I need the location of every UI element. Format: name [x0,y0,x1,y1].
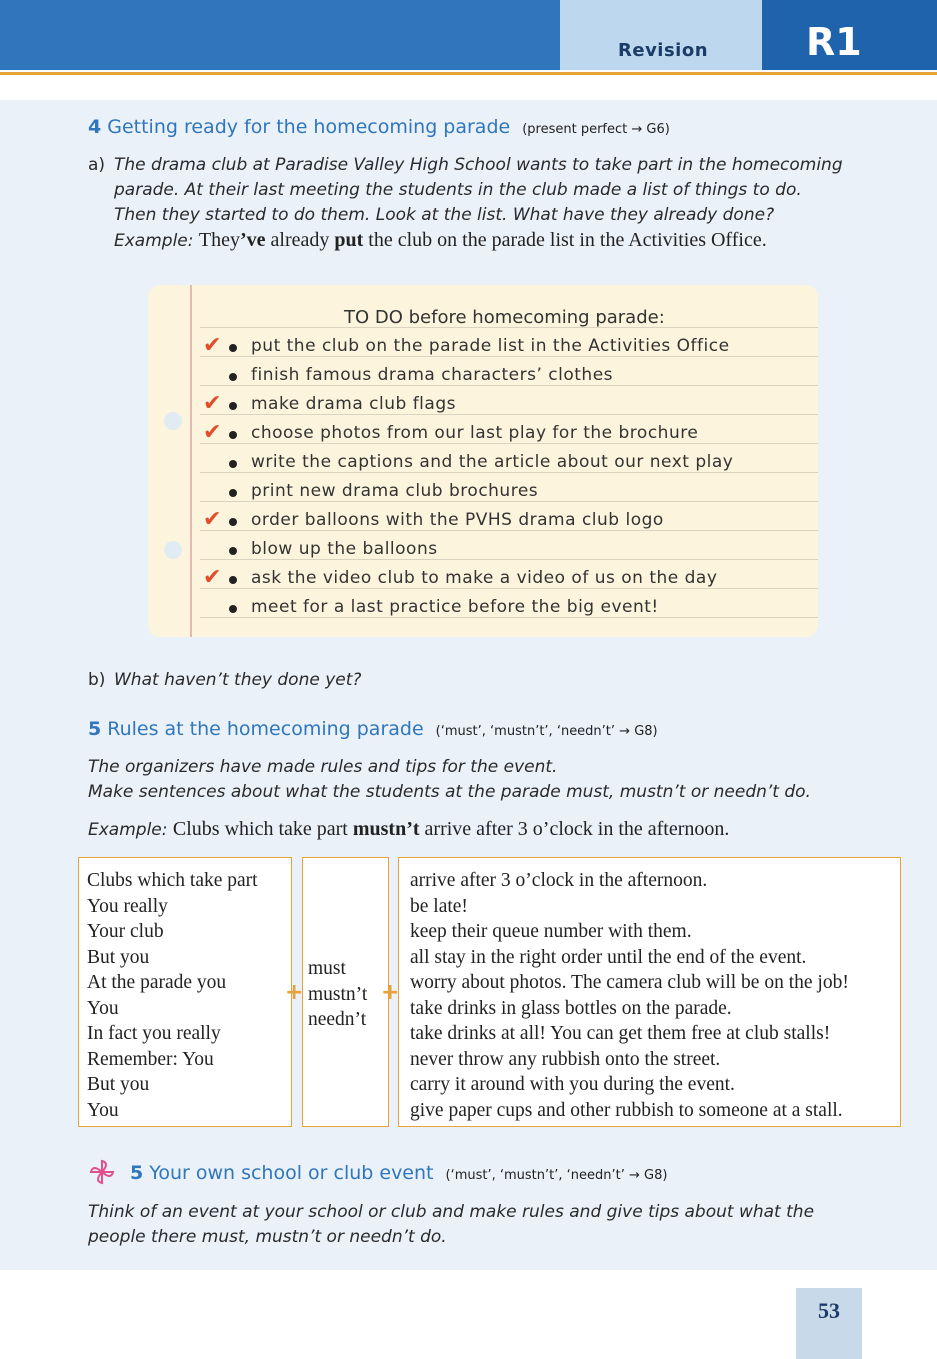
plus-sign: + [381,980,400,1005]
endings-column [398,857,901,1127]
todo-item-text: choose photos from our last play for the brochure [251,423,699,443]
plus-sign: + [285,980,304,1005]
instruction-line: Think of an event at your school or club and make rules and give tips about what the [88,1202,815,1222]
subjects-column [78,857,292,1127]
example-sentence [199,229,767,251]
example-text: Clubs which take part [172,818,353,840]
instruction-line: Make sentences about what the students at the parade must, mustn’t or needn’t do. [88,782,811,802]
part-a-instructions [114,153,874,254]
exercise-5-title [88,718,658,740]
table-subject: You [87,997,119,1019]
example-text: the club on the parade list in the Activities Office. [363,229,767,251]
exercise-5-own-event-title [130,1162,667,1184]
notebook-rule [200,559,818,560]
checkmark-icon: ✔ [203,565,222,590]
instruction-line: The organizers have made rules and tips for the event. [88,757,558,777]
todo-item-text: finish famous drama characters’ clothes [251,365,614,385]
notebook-rule [200,588,818,589]
part-a-label: a) [88,155,106,175]
exercise-4-title [88,116,670,138]
example-bold: put [334,229,364,251]
todo-item-text: write the captions and the article about our next play [251,452,734,472]
modals-column [302,857,389,1127]
exercise-number: 4 [88,116,102,138]
bullet-icon [229,460,237,468]
example-sentence [173,818,730,840]
notebook-rule [200,356,818,357]
bullet-icon [229,518,237,526]
example-text: They [198,229,240,251]
grammar-reference: (‘must’, ‘mustn’t’, ‘needn’t’ → G8) [435,724,658,739]
notebook-margin-line [190,285,192,637]
table-ending: be late! [410,895,468,917]
table-ending: carry it around with you during the event. [410,1074,735,1095]
bullet-icon [229,344,237,352]
table-subject: At the parade you [87,972,227,993]
example-label: Example: [88,820,168,840]
exercise-title-text: Your own school or club event [149,1162,434,1184]
example-label: Example: [114,231,194,251]
bullet-icon [229,373,237,381]
example-line [114,228,874,254]
bullet-icon [229,431,237,439]
checkmark-icon: ✔ [203,420,222,445]
instruction-line: people there must, mustn’t or needn’t do. [88,1227,447,1247]
table-ending: worry about photos. The camera club will be on the job! [410,972,849,993]
table-modal: needn’t [308,1009,367,1030]
example-bold: ’ve [239,229,266,251]
exercise-5-example [88,817,729,843]
table-subject: Remember: You [87,1048,214,1070]
header-blue-bar [0,0,560,70]
notebook-hole [164,412,182,430]
todo-notebook [148,285,818,637]
todo-item-text: ask the video club to make a video of us on the day [251,568,718,588]
exercise-title-text: Getting ready for the homecoming parade [107,116,511,138]
example-text: already [265,229,335,251]
section-label: Revision [618,40,709,61]
exercise-title-text: Rules at the homecoming parade [107,718,424,740]
table-modal: mustn’t [308,983,368,1005]
part-b-question: What haven’t they done yet? [114,670,362,690]
instruction-line: parade. At their last meeting the students in the club made a list of things to do. [114,180,802,200]
bullet-icon [229,605,237,613]
table-subject: Clubs which take part [87,870,258,891]
table-ending: keep their queue number with them. [410,921,692,942]
bullet-icon [229,547,237,555]
example-bold: mustn’t [352,818,420,840]
grammar-reference: (‘must’, ‘mustn’t’, ‘needn’t’ → G8) [445,1168,668,1183]
table-ending: arrive after 3 o’clock in the afternoon. [410,870,708,891]
checkmark-icon: ✔ [203,507,222,532]
todo-title: TO DO before homecoming parade: [344,307,665,328]
exercise-5-instructions [88,755,888,805]
todo-item-text: meet for a last practice before the big event! [251,597,659,617]
table-ending: take drinks at all! You can get them free at club stalls! [410,1023,831,1044]
grammar-reference: (present perfect → G6) [522,122,670,137]
page-header [0,0,937,80]
exercise-number: 5 [130,1162,144,1184]
exercise-5-own-event-instructions [88,1200,888,1250]
todo-item-text: print new drama club brochures [251,481,539,501]
bullet-icon [229,402,237,410]
checkmark-icon: ✔ [203,333,222,358]
table-ending: give paper cups and other rubbish to someone at a stall. [410,1099,843,1121]
table-ending: take drinks in glass bottles on the parade. [410,997,732,1019]
header-orange-line [0,72,937,75]
table-subject: But you [87,946,150,968]
part-b-label: b) [88,670,106,690]
instruction-line: The drama club at Paradise Valley High School wants to take part in the homecoming [114,155,843,175]
table-subject: You [87,1099,119,1121]
notebook-rule [200,501,818,502]
table-subject: Your club [87,921,164,942]
page-number: 53 [796,1288,862,1359]
notebook-hole [164,541,182,559]
notebook-rule [200,472,818,473]
notebook-rule [200,617,818,618]
notebook-rule [200,385,818,386]
todo-item-text: blow up the balloons [251,539,438,559]
notebook-rule [200,414,818,415]
todo-item-text: order balloons with the PVHS drama club logo [251,510,664,530]
todo-item-text: put the club on the parade list in the Activities Office [251,336,730,356]
table-subject: But you [87,1074,150,1095]
table-ending: all stay in the right order until the end of the event. [410,946,807,968]
table-modal: must [308,958,346,979]
example-text: arrive after 3 o’clock in the afternoon. [419,818,730,840]
notebook-rule [200,530,818,531]
unit-label: R1 [806,20,862,64]
exercise-number: 5 [88,718,102,740]
table-subject: In fact you really [87,1023,221,1044]
pinwheel-icon [88,1158,116,1186]
table-subject: You really [87,895,168,917]
bullet-icon [229,576,237,584]
instruction-line: Then they started to do them. Look at the list. What have they already done? [114,205,775,225]
table-ending: never throw any rubbish onto the street. [410,1048,721,1070]
checkmark-icon: ✔ [203,391,222,416]
notebook-rule [200,443,818,444]
bullet-icon [229,489,237,497]
todo-item-text: make drama club flags [251,394,456,414]
